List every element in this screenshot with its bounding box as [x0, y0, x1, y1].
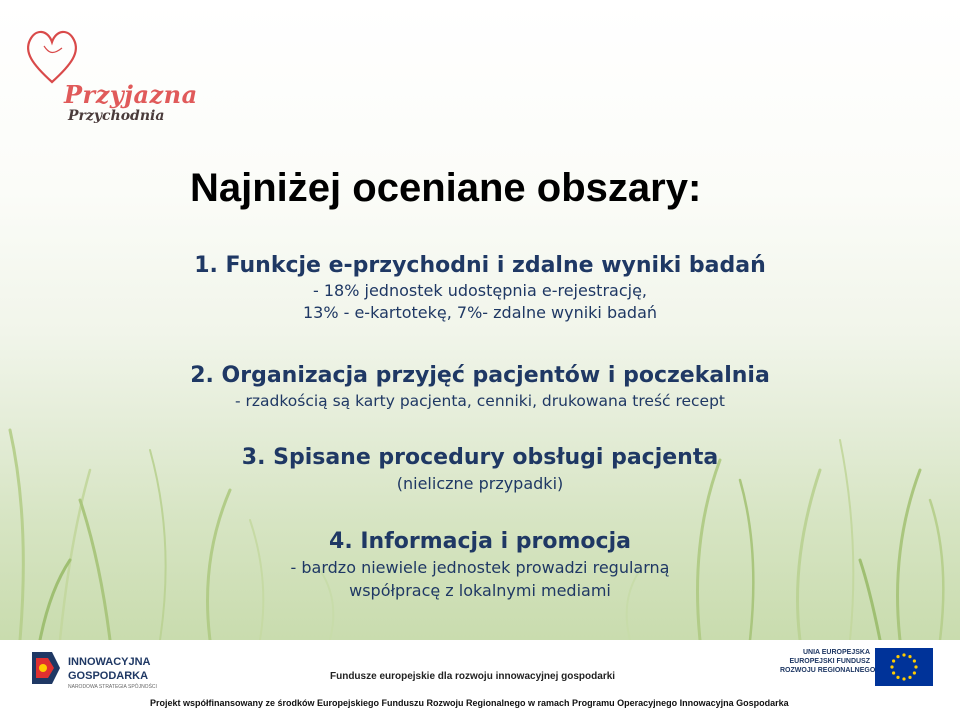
eu-text-line2: EUROPEJSKI FUNDUSZ [789, 658, 870, 665]
logo-text-przychodnia: Przychodnia [68, 108, 165, 124]
eu-star [896, 655, 899, 658]
przyjazna-przychodnia-logo [22, 22, 198, 132]
section-3-line-1: (nieliczne przypadki) [396, 474, 564, 493]
section-2-heading: 2. Organizacja przyjęć pacjentów i poczekalnia [190, 363, 770, 388]
section-1-heading: 1. Funkcje e-przychodni i zdalne wyniki badań [194, 253, 766, 278]
section-4-heading: 4. Informacja i promocja [329, 529, 631, 554]
section-1-line-2: 13% - e-kartotekę, 7%- zdalne wyniki badań [302, 303, 658, 322]
funds-caption: Fundusze europejskie dla rozwoju innowacyjnej gospodarki [330, 671, 616, 682]
eu-star [908, 676, 911, 679]
ig-text-line2: GOSPODARKA [68, 670, 149, 682]
eu-star [890, 665, 893, 668]
eu-star [908, 655, 911, 658]
page-title: Najniżej oceniane obszary: [190, 166, 702, 210]
eu-flag-icon [875, 648, 933, 686]
section-1-line-1: - 18% jednostek udostępnia e-rejestrację, [313, 281, 647, 300]
eu-star [892, 671, 895, 674]
section-2 [150, 362, 810, 412]
eu-star [913, 671, 916, 674]
eu-star [902, 677, 905, 680]
eu-text-line3: ROZWOJU REGIONALNEGO [780, 667, 876, 674]
footer [0, 640, 960, 714]
eu-text-block [780, 648, 876, 675]
eu-star [902, 653, 905, 656]
section-3 [150, 444, 810, 496]
ig-text-line1: INNOWACYJNA [68, 656, 151, 668]
eu-star [896, 676, 899, 679]
project-caption: Projekt współfinansowany ze środków Europejskiego Funduszu Rozwoju Regionalnego w ramach Programu Operacyjnego Innowacyjna Gospodarka [150, 698, 789, 708]
logo-text-przyjazna: Przyjazna [64, 80, 198, 109]
ig-text-line3: NARODOWA STRATEGIA SPÓJNOŚCI [68, 684, 157, 690]
eu-text-line1: UNIA EUROPEJSKA [802, 649, 870, 656]
section-2-line-1: - rzadkością są karty pacjenta, cenniki, drukowana treść recept [234, 392, 726, 410]
eu-star [892, 659, 895, 662]
section-1 [150, 252, 810, 324]
section-4-line-2: współpracę z lokalnymi mediami [349, 581, 611, 600]
eu-star [913, 659, 916, 662]
section-3-heading: 3. Spisane procedury obsługi pacjenta [241, 445, 719, 470]
ig-flag-icon [30, 648, 62, 688]
section-4-line-1: - bardzo niewiele jednostek prowadzi regularną [290, 558, 670, 577]
eu-star [914, 665, 917, 668]
section-4 [150, 528, 810, 602]
innowacyjna-gospodarka-logo [30, 648, 230, 692]
